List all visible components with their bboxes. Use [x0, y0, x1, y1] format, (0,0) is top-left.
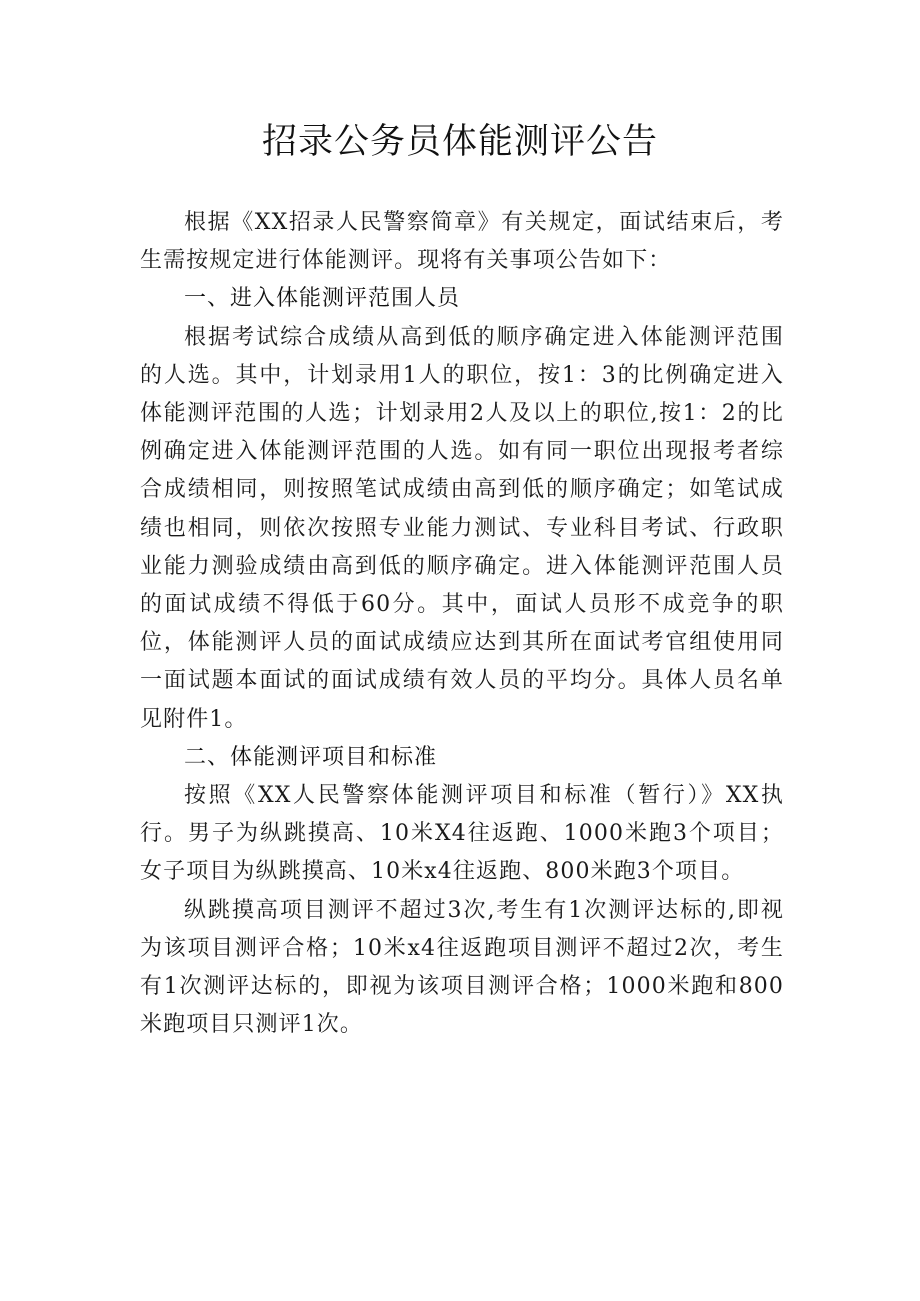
section1-paragraph: 根据考试综合成绩从高到低的顺序确定进入体能测评范围的人选。其中，计划录用1人的职位，按1：3的比例确定进入体能测评范围的人选；计划录用2人及以上的职位,按1：2的比例确定进入体能测评范围的人选。如有同一职位出现报考者综合成绩相同，则按照笔试成绩由高到低的顺序确定；如笔试成绩也相同，则依次按照专业能力测试、专业科目考试、行政职业能力测验成绩由高到低的顺序确定。进入体能测评范围人员的面试成绩不得低于60分。其中，面试人员形不成竞争的职位，体能测评人员的面试成绩应达到其所在面试考官组使用同一面试题本面试的面试成绩有效人员的平均分。具体人员名单见附件1。	[140, 324, 784, 732]
section2-heading: 二、体能测评项目和标准	[184, 744, 438, 770]
intro-paragraph: 根据《XX招录人民警察简章》有关规定，面试结束后，考生需按规定进行体能测评。现将有关事项公告如下：	[140, 210, 784, 274]
section2-paragraph-1: 按照《XX人民警察体能测评项目和标准（暂行）》XX执行。男子为纵跳摸高、10米X4往返跑、1000米跑3个项目；女子项目为纵跳摸高、10米x4往返跑、800米跑3个项目。	[140, 783, 784, 885]
document-body	[140, 204, 784, 1044]
section1-heading: 一、进入体能测评范围人员	[184, 286, 461, 312]
section2-paragraph-2: 纵跳摸高项目测评不超过3次,考生有1次测评达标的,即视为该项目测评合格；10米x4往返跑项目测评不超过2次，考生有1次测评达标的，即视为该项目测评合格；1000米跑和800米跑项目只测评1次。	[140, 897, 784, 1038]
document-title: 招录公务员体能测评公告	[261, 122, 658, 162]
